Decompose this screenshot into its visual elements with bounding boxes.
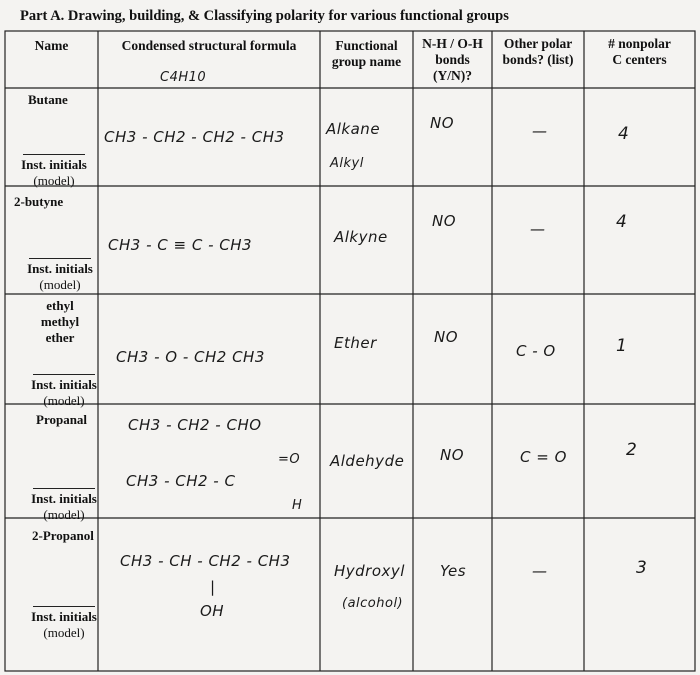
header-nonpolar: # nonpolar C centers	[608, 36, 671, 67]
row-propanol-group-extra[interactable]: (alcohol)	[342, 596, 404, 611]
header-nh-oh-bonds: N-H / O-H bonds (Y/N)?	[422, 36, 483, 83]
row-ether-nonpolar[interactable]: 1	[616, 336, 628, 356]
header-formula: Condensed structural formula	[121, 38, 297, 53]
row-ether-group[interactable]: Ether	[334, 334, 377, 352]
row-propanal-formula-2-o[interactable]: =O	[278, 452, 301, 467]
row-butane-group-extra[interactable]: Alkyl	[330, 156, 364, 171]
row-butyne-group[interactable]: Alkyne	[334, 228, 388, 246]
header-note-handwritten: C4H10	[160, 70, 207, 85]
row-propanol-oh[interactable]: OH	[200, 602, 225, 620]
row-propanol-other[interactable]: —	[532, 562, 548, 580]
row-butyne-nonpolar[interactable]: 4	[616, 212, 628, 232]
row-butyne-name: 2-butyne	[14, 194, 64, 209]
row-propanol-group[interactable]: Hydroxyl	[334, 562, 405, 580]
row-propanol-branch[interactable]: |	[210, 578, 216, 596]
row-propanol-nh[interactable]: Yes	[440, 562, 467, 580]
header-other-polar: Other polar bonds? (list)	[502, 36, 574, 67]
header-name: Name	[34, 38, 69, 53]
row-butane-nonpolar[interactable]: 4	[618, 124, 630, 144]
row-ether-other[interactable]: C - O	[516, 342, 556, 360]
page-title: Part A. Drawing, building, & Classifying polarity for various functional groups	[20, 8, 509, 24]
row-propanal-formula-2-h[interactable]: H	[292, 498, 303, 513]
row-butyne-inst: Inst. initials (model)	[20, 258, 100, 293]
row-propanal-formula[interactable]: CH3 - CH2 - CHO	[128, 416, 262, 434]
row-propanal-inst: Inst. initials (model)	[24, 488, 104, 523]
row-propanol-formula[interactable]: CH3 - CH - CH2 - CH3	[120, 552, 291, 570]
row-butyne-nh[interactable]: NO	[432, 212, 457, 230]
row-propanal-nh[interactable]: NO	[440, 446, 465, 464]
row-ether-inst: Inst. initials (model)	[24, 374, 104, 409]
row-butane-inst: Inst. initials (model)	[14, 154, 94, 189]
row-propanal-other[interactable]: C = O	[520, 448, 567, 466]
row-ether-formula[interactable]: CH3 - O - CH2 CH3	[116, 348, 265, 366]
row-butyne-other[interactable]: —	[530, 220, 546, 238]
row-propanal-group[interactable]: Aldehyde	[330, 452, 405, 470]
row-ether-nh[interactable]: NO	[434, 328, 459, 346]
row-butane-name: Butane	[28, 92, 68, 107]
row-propanal-nonpolar[interactable]: 2	[626, 440, 638, 460]
row-propanol-nonpolar[interactable]: 3	[636, 558, 648, 578]
header-functional-group: Functional group name	[331, 38, 402, 69]
row-propanol-inst: Inst. initials (model)	[24, 606, 104, 641]
row-butane-other[interactable]: —	[532, 122, 548, 140]
row-butane-group[interactable]: Alkane	[326, 120, 381, 138]
row-butyne-formula[interactable]: CH3 - C ≡ C - CH3	[108, 236, 253, 254]
row-propanal-name: Propanal	[36, 412, 88, 427]
row-propanal-formula-2[interactable]: CH3 - CH2 - C	[126, 472, 236, 490]
row-butane-nh[interactable]: NO	[430, 114, 455, 132]
row-ether-name: ethyl methyl ether	[40, 298, 80, 345]
row-propanol-name: 2-Propanol	[32, 528, 94, 543]
row-butane-formula[interactable]: CH3 - CH2 - CH2 - CH3	[104, 128, 285, 146]
